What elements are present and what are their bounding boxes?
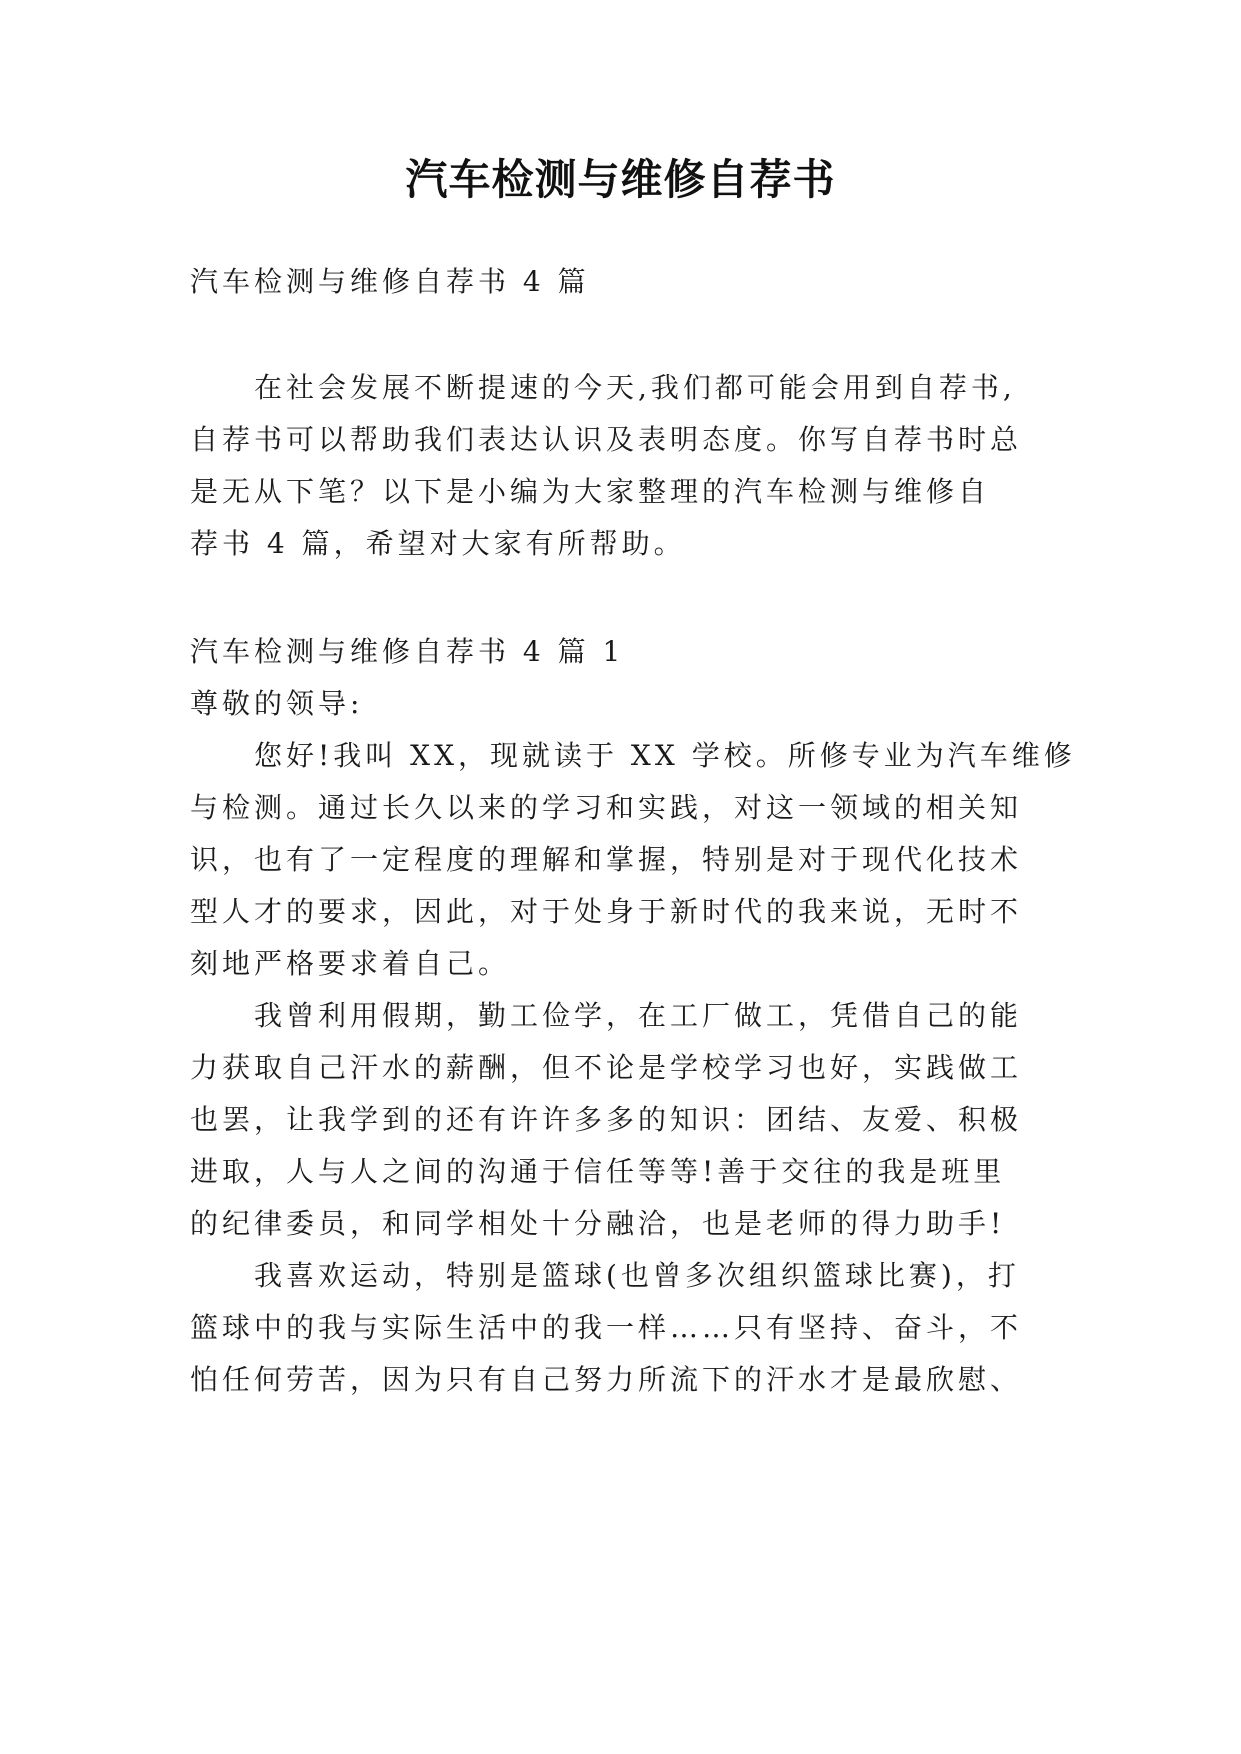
paragraph-line: 篮球中的我与实际生活中的我一样……只有坚持、奋斗，不 xyxy=(190,1311,1023,1344)
paragraph-line: 我曾利用假期，勤工俭学，在工厂做工，凭借自己的能 xyxy=(254,999,1023,1032)
document-title: 汽车检测与维修自荐书 xyxy=(405,155,836,204)
section-heading: 汽车检测与维修自荐书 4 篇 1 xyxy=(190,635,625,668)
paragraph-line: 怕任何劳苦，因为只有自己努力所流下的汗水才是最欣慰、 xyxy=(190,1363,1023,1396)
paragraph-line: 也罢，让我学到的还有许许多多的知识：团结、友爱、积极 xyxy=(190,1103,1023,1136)
document-subtitle: 汽车检测与维修自荐书 4 篇 xyxy=(190,265,590,298)
paragraph-line: 的纪律委员，和同学相处十分融洽，也是老师的得力助手! xyxy=(190,1207,1006,1240)
paragraph-line: 我喜欢运动，特别是篮球(也曾多次组织篮球比赛)，打 xyxy=(254,1259,1020,1292)
intro-line: 在社会发展不断提速的今天,我们都可能会用到自荐书, xyxy=(254,371,1016,404)
paragraph-line: 与检测。通过长久以来的学习和实践，对这一领域的相关知 xyxy=(190,791,1023,824)
paragraph-line: 力获取自己汗水的薪酬，但不论是学校学习也好，实践做工 xyxy=(190,1051,1023,1084)
paragraph-line: 刻地严格要求着自己。 xyxy=(190,947,511,980)
paragraph-line: 您好!我叫 XX，现就读于 XX 学校。所修专业为汽车维修 xyxy=(254,739,1076,772)
intro-line: 荐书 4 篇，希望对大家有所帮助。 xyxy=(190,527,686,560)
paragraph-line: 型人才的要求，因此，对于处身于新时代的我来说，无时不 xyxy=(190,895,1023,928)
intro-line: 自荐书可以帮助我们表达认识及表明态度。你写自荐书时总 xyxy=(190,423,1023,456)
paragraph-line: 识，也有了一定程度的理解和掌握，特别是对于现代化技术 xyxy=(190,843,1023,876)
paragraph-line: 进取，人与人之间的沟通于信任等等!善于交往的我是班里 xyxy=(190,1155,1006,1188)
intro-line: 是无从下笔？以下是小编为大家整理的汽车检测与维修自 xyxy=(190,475,991,508)
salutation: 尊敬的领导: xyxy=(190,687,364,720)
